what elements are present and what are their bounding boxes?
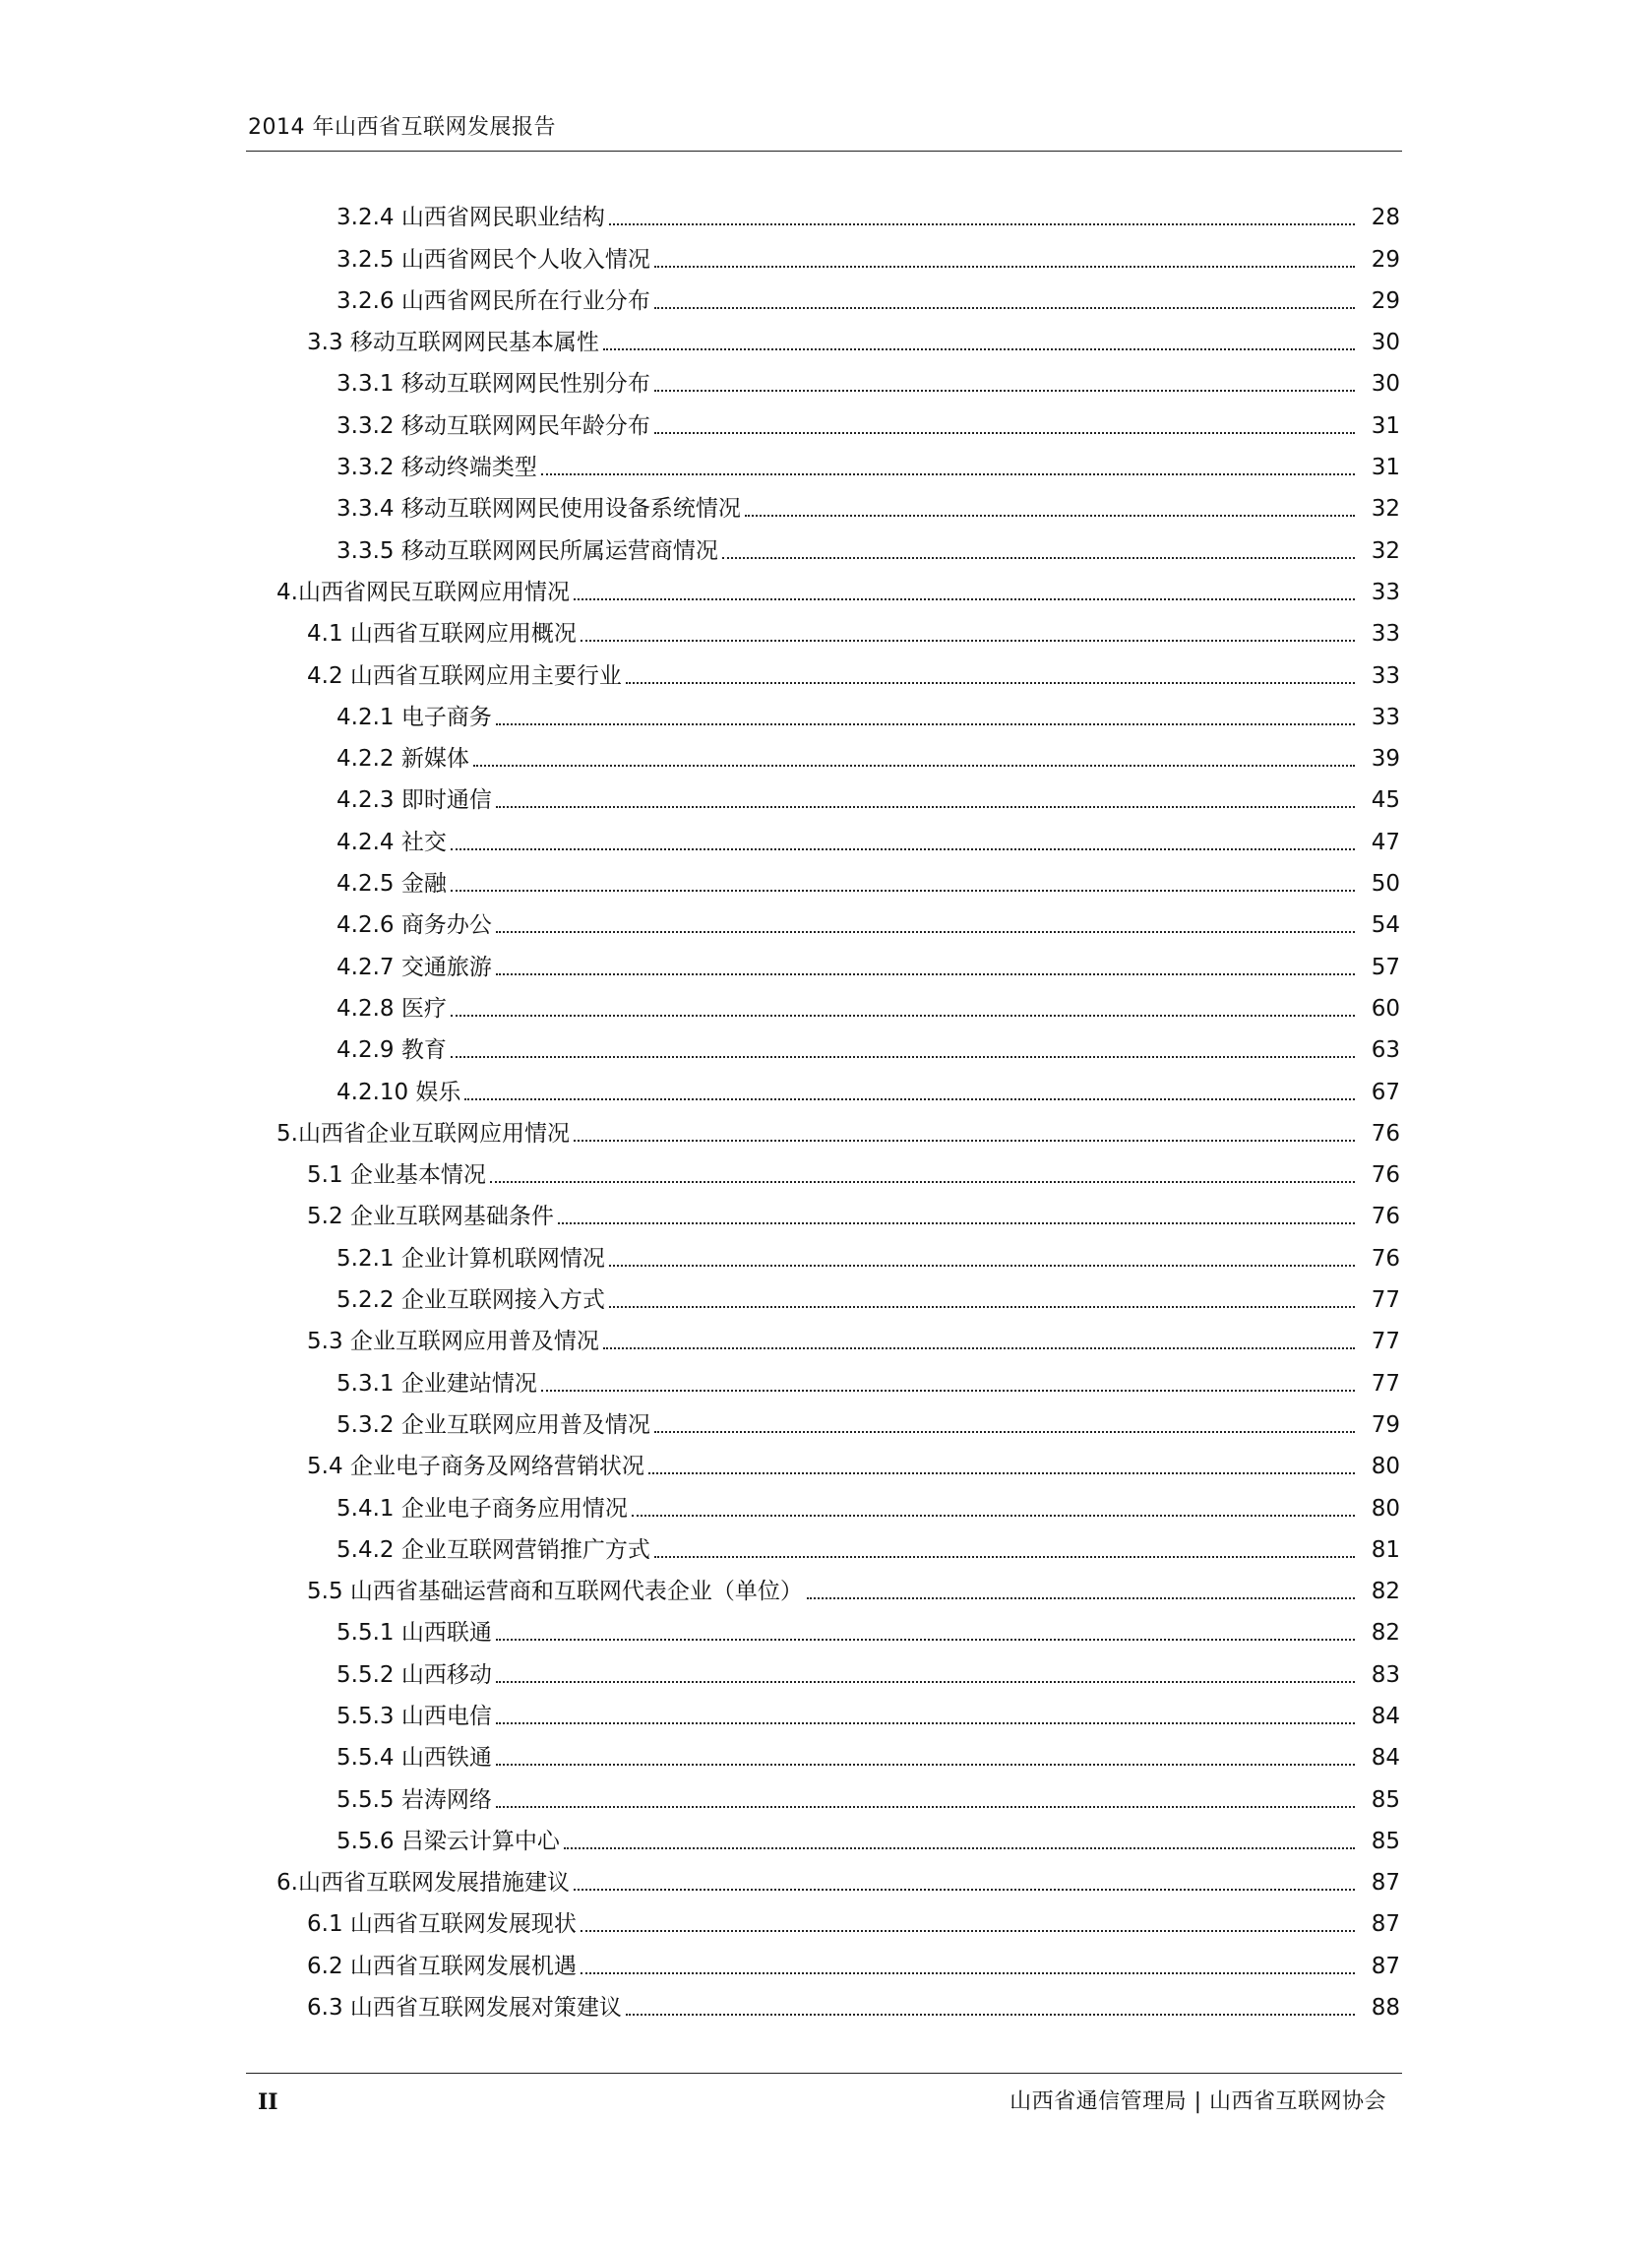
toc-entry-page: 60	[1371, 995, 1400, 1022]
page-header	[246, 110, 1402, 150]
toc-entry-title: 5.3 企业互联网应用普及情况	[307, 1329, 599, 1355]
toc-entry-title: 5.5 山西省基础运营商和互联网代表企业（单位）	[307, 1579, 803, 1605]
toc-entry[interactable]	[246, 1899, 1402, 1941]
toc-entry-page: 30	[1371, 330, 1400, 356]
toc-entry-page: 29	[1371, 287, 1400, 314]
toc-entry-title: 5.5.6 吕梁云计算中心	[337, 1828, 560, 1854]
dot-leader	[451, 848, 1355, 850]
toc-entry[interactable]	[246, 984, 1402, 1026]
toc-entry[interactable]	[246, 776, 1402, 817]
toc-entry-title: 4.山西省网民互联网应用情况	[276, 579, 570, 605]
toc-entry-page: 33	[1371, 621, 1400, 648]
toc-entry[interactable]	[246, 359, 1402, 401]
dot-leader	[464, 1098, 1355, 1100]
dot-leader	[574, 598, 1355, 600]
toc-entry[interactable]	[246, 1233, 1402, 1275]
page-number: II	[258, 2089, 278, 2115]
dot-leader	[609, 1265, 1355, 1267]
toc-entry-title: 5.1 企业基本情况	[307, 1162, 486, 1189]
toc-entry-page: 54	[1371, 912, 1400, 939]
dot-leader	[496, 1681, 1355, 1683]
dot-leader	[574, 1140, 1355, 1142]
toc-entry[interactable]	[246, 1067, 1402, 1108]
toc-entry-page: 28	[1371, 205, 1400, 231]
toc-entry[interactable]	[246, 234, 1402, 276]
toc-entry-page: 82	[1371, 1620, 1400, 1647]
toc-entry-title: 3.3.2 移动终端类型	[337, 455, 537, 481]
toc-entry-title: 5.2.2 企业互联网接入方式	[337, 1287, 605, 1314]
toc-entry-page: 45	[1371, 787, 1400, 814]
toc-entry-title: 4.2 山西省互联网应用主要行业	[307, 662, 622, 689]
toc-entry-title: 3.2.4 山西省网民职业结构	[337, 205, 605, 231]
toc-entry[interactable]	[246, 1358, 1402, 1400]
dot-leader	[807, 1597, 1355, 1599]
toc-entry[interactable]	[246, 1526, 1402, 1567]
dot-leader	[496, 931, 1355, 933]
toc-entry[interactable]	[246, 942, 1402, 983]
toc-entry-page: 32	[1371, 496, 1400, 523]
toc-entry[interactable]	[246, 1858, 1402, 1899]
toc-entry[interactable]	[246, 1567, 1402, 1608]
toc-entry[interactable]	[246, 1692, 1402, 1733]
dot-leader	[654, 390, 1355, 392]
toc-entry-page: 67	[1371, 1079, 1400, 1105]
dot-leader	[603, 348, 1355, 350]
toc-entry-page: 31	[1371, 455, 1400, 481]
dot-leader	[609, 223, 1355, 225]
toc-entry-title: 4.2.7 交通旅游	[337, 954, 492, 980]
toc-entry-title: 4.2.3 即时通信	[337, 787, 492, 814]
toc-entry-title: 6.2 山西省互联网发展机遇	[307, 1953, 577, 1979]
toc-entry-title: 3.3 移动互联网网民基本属性	[307, 330, 599, 356]
toc-entry[interactable]	[246, 484, 1402, 526]
dot-leader	[654, 307, 1355, 309]
dot-leader	[496, 1764, 1355, 1766]
toc-entry[interactable]	[246, 1941, 1402, 1982]
footer-organization: 山西省通信管理局 | 山西省互联网协会	[1010, 2089, 1386, 2114]
dot-leader	[632, 1515, 1355, 1517]
toc-entry-page: 80	[1371, 1495, 1400, 1522]
toc-entry-page: 63	[1371, 1037, 1400, 1064]
toc-entry-title: 4.1 山西省互联网应用概况	[307, 621, 577, 648]
table-of-contents	[246, 193, 1402, 2024]
toc-entry-page: 47	[1371, 829, 1400, 855]
toc-entry-page: 87	[1371, 1953, 1400, 1979]
toc-entry-title: 6.3 山西省互联网发展对策建议	[307, 1995, 622, 2022]
dot-leader	[564, 1847, 1355, 1849]
toc-entry-page: 81	[1371, 1536, 1400, 1563]
toc-entry-page: 32	[1371, 537, 1400, 564]
dot-leader	[451, 890, 1355, 892]
toc-entry-page: 85	[1371, 1786, 1400, 1813]
toc-entry-page: 82	[1371, 1579, 1400, 1605]
dot-leader	[496, 723, 1355, 725]
toc-entry-title: 3.3.2 移动互联网网民年龄分布	[337, 412, 650, 439]
toc-entry-page: 83	[1371, 1661, 1400, 1688]
toc-entry-page: 29	[1371, 246, 1400, 273]
dot-leader	[648, 1472, 1355, 1474]
toc-entry[interactable]	[246, 1483, 1402, 1525]
toc-entry-page: 30	[1371, 371, 1400, 398]
toc-entry-title: 5.5.2 山西移动	[337, 1661, 492, 1688]
footer-divider	[246, 2073, 1402, 2074]
dot-leader	[558, 1222, 1355, 1224]
dot-leader	[473, 765, 1355, 767]
toc-entry-page: 87	[1371, 1870, 1400, 1897]
toc-entry-page: 31	[1371, 412, 1400, 439]
header-divider	[246, 151, 1402, 152]
toc-entry[interactable]	[246, 609, 1402, 651]
toc-entry[interactable]	[246, 193, 1402, 234]
toc-entry-page: 76	[1371, 1120, 1400, 1147]
toc-entry-page: 77	[1371, 1329, 1400, 1355]
toc-entry[interactable]	[246, 277, 1402, 318]
dot-leader	[496, 806, 1355, 808]
toc-entry[interactable]	[246, 1817, 1402, 1858]
dot-leader	[609, 1306, 1355, 1308]
toc-entry-title: 4.2.1 电子商务	[337, 704, 492, 730]
dot-leader	[626, 682, 1355, 684]
toc-entry-title: 4.2.6 商务办公	[337, 912, 492, 939]
toc-entry-title: 4.2.4 社交	[337, 829, 447, 855]
toc-entry[interactable]	[246, 443, 1402, 484]
toc-entry-title: 5.4.2 企业互联网营销推广方式	[337, 1536, 650, 1563]
toc-entry-page: 79	[1371, 1411, 1400, 1438]
dot-leader	[581, 1930, 1355, 1932]
dot-leader	[490, 1181, 1355, 1183]
dot-leader	[451, 1015, 1355, 1017]
toc-entry-page: 33	[1371, 662, 1400, 689]
dot-leader	[654, 266, 1355, 268]
toc-entry-page: 84	[1371, 1745, 1400, 1772]
toc-entry[interactable]	[246, 693, 1402, 734]
toc-entry[interactable]	[246, 1608, 1402, 1650]
toc-entry-title: 3.3.4 移动互联网网民使用设备系统情况	[337, 496, 741, 523]
toc-entry[interactable]	[246, 526, 1402, 567]
toc-entry[interactable]	[246, 1401, 1402, 1442]
toc-entry-title: 5.5.1 山西联通	[337, 1620, 492, 1647]
toc-entry-title: 5.3.1 企业建站情况	[337, 1370, 537, 1397]
toc-entry-title: 4.2.2 新媒体	[337, 746, 469, 773]
toc-entry[interactable]	[246, 568, 1402, 609]
page-footer	[246, 2073, 1402, 2132]
toc-entry-page: 77	[1371, 1370, 1400, 1397]
toc-entry-title: 3.3.1 移动互联网网民性别分布	[337, 371, 650, 398]
toc-entry-page: 84	[1371, 1703, 1400, 1729]
toc-entry-page: 76	[1371, 1204, 1400, 1230]
dot-leader	[451, 1056, 1355, 1058]
dot-leader	[496, 973, 1355, 975]
dot-leader	[654, 1556, 1355, 1558]
toc-entry[interactable]	[246, 1775, 1402, 1816]
toc-entry-title: 5.5.4 山西铁通	[337, 1745, 492, 1772]
report-title: 2014 年山西省互联网发展报告	[248, 115, 556, 140]
toc-entry-page: 39	[1371, 746, 1400, 773]
toc-entry-title: 3.2.5 山西省网民个人收入情况	[337, 246, 650, 273]
toc-entry-page: 50	[1371, 871, 1400, 898]
toc-entry[interactable]	[246, 1442, 1402, 1483]
dot-leader	[541, 473, 1355, 475]
dot-leader	[654, 432, 1355, 434]
dot-leader	[496, 1639, 1355, 1641]
toc-entry[interactable]	[246, 1192, 1402, 1233]
toc-entry[interactable]	[246, 1317, 1402, 1358]
toc-entry-page: 33	[1371, 579, 1400, 605]
toc-entry[interactable]	[246, 1733, 1402, 1775]
toc-entry-page: 76	[1371, 1245, 1400, 1272]
toc-entry[interactable]	[246, 1650, 1402, 1691]
toc-entry-title: 5.5.5 岩涛网络	[337, 1786, 492, 1813]
toc-entry-page: 88	[1371, 1995, 1400, 2022]
toc-entry-title: 5.4.1 企业电子商务应用情况	[337, 1495, 628, 1522]
toc-entry-title: 6.1 山西省互联网发展现状	[307, 1911, 577, 1938]
toc-entry[interactable]	[246, 1109, 1402, 1151]
toc-entry-title: 5.4 企业电子商务及网络营销状况	[307, 1454, 644, 1480]
toc-entry[interactable]	[246, 1276, 1402, 1317]
toc-entry[interactable]	[246, 401, 1402, 442]
dot-leader	[722, 557, 1355, 559]
toc-entry[interactable]	[246, 901, 1402, 942]
toc-entry[interactable]	[246, 817, 1402, 858]
dot-leader	[745, 515, 1355, 517]
toc-entry-title: 5.2.1 企业计算机联网情况	[337, 1245, 605, 1272]
toc-entry-title: 5.山西省企业互联网应用情况	[276, 1120, 570, 1147]
toc-entry-page: 33	[1371, 704, 1400, 730]
dot-leader	[574, 1889, 1355, 1891]
toc-entry[interactable]	[246, 1983, 1402, 2024]
toc-entry-title: 3.3.5 移动互联网网民所属运营商情况	[337, 537, 718, 564]
toc-entry[interactable]	[246, 1026, 1402, 1067]
toc-entry-title: 4.2.9 教育	[337, 1037, 447, 1064]
toc-entry-page: 76	[1371, 1162, 1400, 1189]
dot-leader	[603, 1347, 1355, 1349]
toc-entry-page: 80	[1371, 1454, 1400, 1480]
toc-entry-title: 5.5.3 山西电信	[337, 1703, 492, 1729]
toc-entry-title: 3.2.6 山西省网民所在行业分布	[337, 287, 650, 314]
dot-leader	[626, 2014, 1355, 2016]
toc-entry-title: 5.3.2 企业互联网应用普及情况	[337, 1411, 650, 1438]
toc-entry-page: 87	[1371, 1911, 1400, 1938]
toc-entry-page: 77	[1371, 1287, 1400, 1314]
dot-leader	[496, 1722, 1355, 1724]
toc-entry[interactable]	[246, 318, 1402, 359]
toc-entry-title: 5.2 企业互联网基础条件	[307, 1204, 554, 1230]
toc-entry-page: 85	[1371, 1828, 1400, 1854]
toc-entry-title: 6.山西省互联网发展措施建议	[276, 1870, 570, 1897]
dot-leader	[541, 1390, 1355, 1392]
toc-entry-title: 4.2.10 娱乐	[337, 1079, 461, 1105]
toc-entry[interactable]	[246, 859, 1402, 901]
toc-entry-page: 57	[1371, 954, 1400, 980]
dot-leader	[581, 1972, 1355, 1974]
toc-entry-title: 4.2.8 医疗	[337, 995, 447, 1022]
toc-entry[interactable]	[246, 651, 1402, 692]
toc-entry[interactable]	[246, 1151, 1402, 1192]
dot-leader	[496, 1806, 1355, 1808]
dot-leader	[581, 640, 1355, 642]
toc-entry[interactable]	[246, 734, 1402, 776]
toc-entry-title: 4.2.5 金融	[337, 871, 447, 898]
dot-leader	[654, 1431, 1355, 1433]
